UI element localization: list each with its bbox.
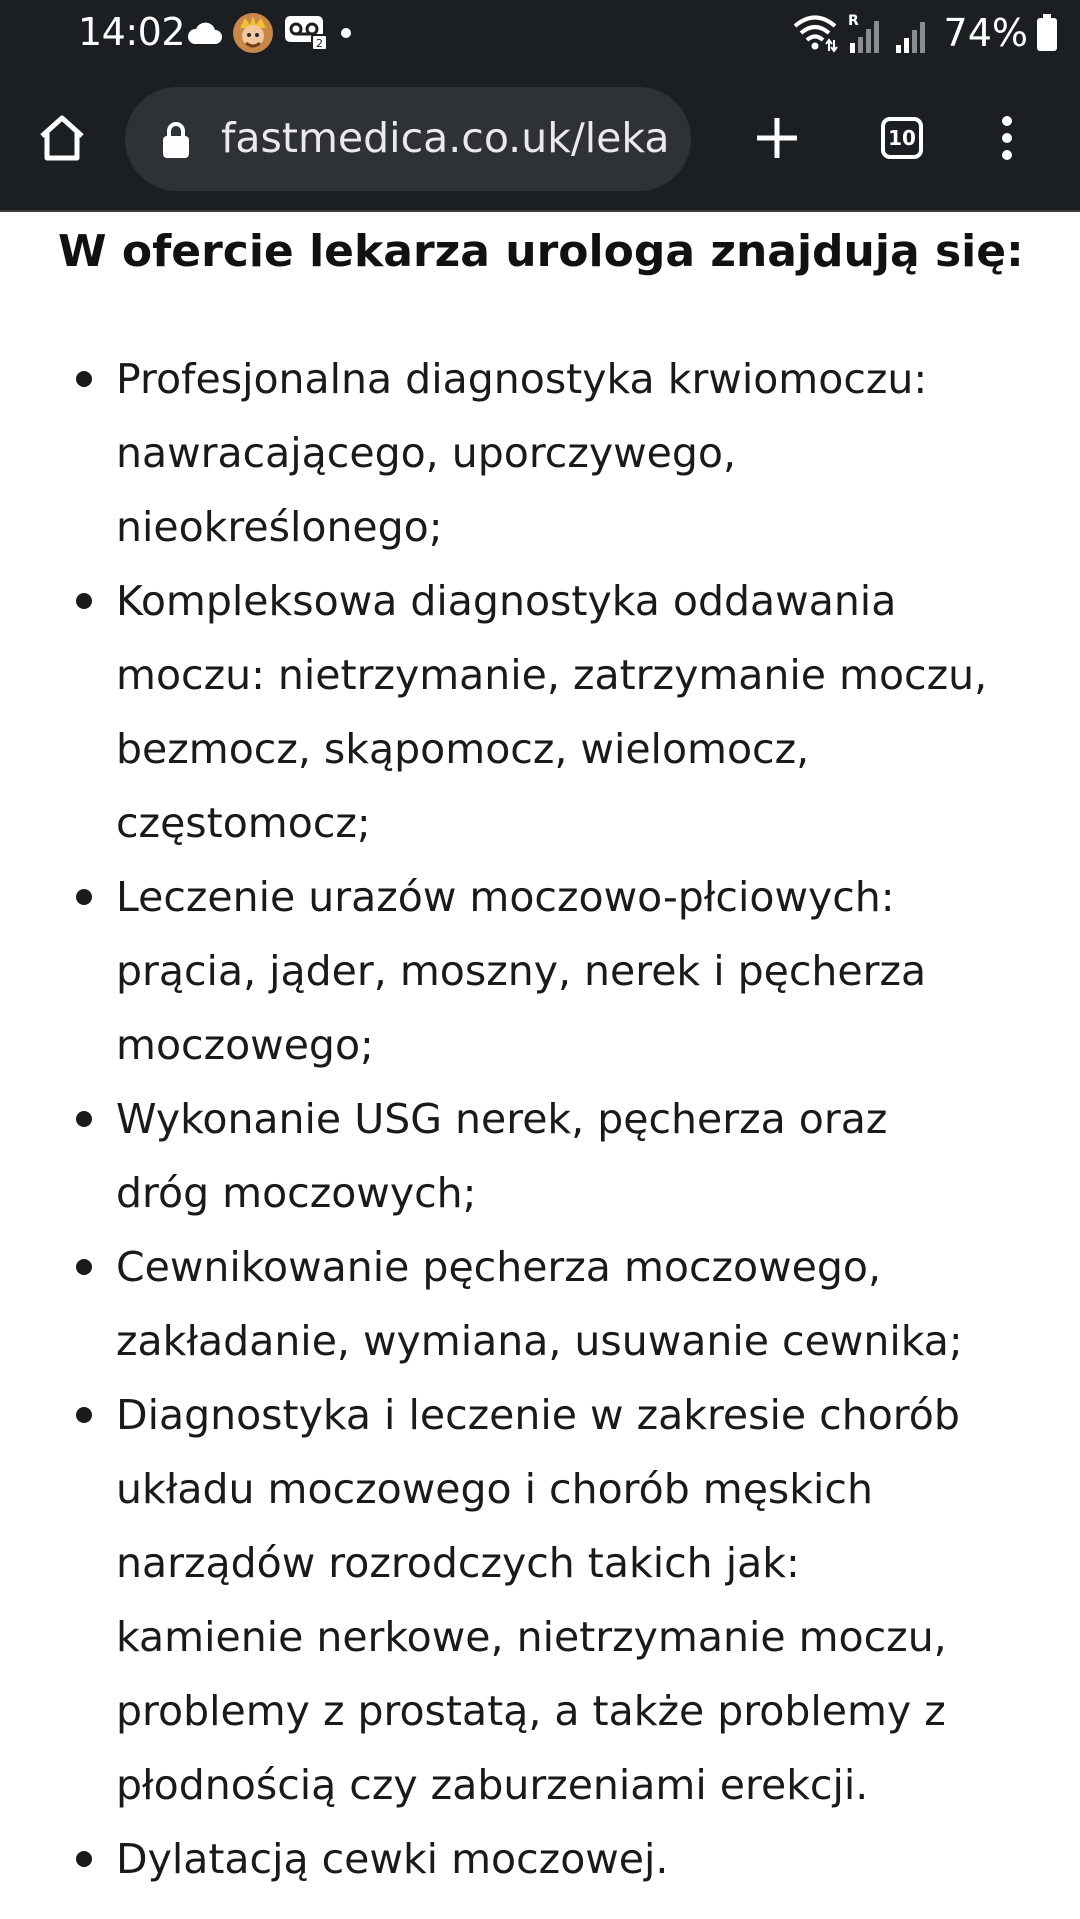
bullet — [76, 889, 92, 905]
battery-percent: 74% — [943, 11, 1028, 55]
more-vert-icon — [1000, 115, 1014, 161]
home-icon — [36, 112, 88, 164]
list-item: Kompleksowa diagnostyka oddawania moczu: nietrzymanie, zatrzymanie moczu, bezmocz, skąpomocz, wielomocz, częstomocz; — [0, 564, 1080, 860]
cloud-icon — [186, 20, 222, 46]
dot-icon — [338, 25, 354, 41]
wifi-icon — [792, 13, 838, 53]
signal-roaming-icon — [846, 11, 886, 55]
status-bar — [0, 0, 1080, 66]
services-list — [0, 342, 1080, 1896]
battery-icon — [1036, 14, 1058, 52]
tab-switcher-button[interactable] — [870, 106, 934, 170]
list-item: Leczenie urazów moczowo-płciowych: prącia, jąder, moszny, nerek i pęcherza moczowego; — [0, 860, 1080, 1082]
list-item: Diagnostyka i leczenie w zakresie chorób układu moczowego i chorób męskich narządów rozrodczych takich jak: kamienie nerkowe, nietrzymanie moczu, problemy z prostatą, a także problemy z płodnością czy zaburzeniami erekcji. — [0, 1378, 1080, 1822]
list-item: Profesjonalna diagnostyka krwiomoczu: nawracającego, uporczywego, nieokreślonego; — [0, 342, 1080, 564]
home-button[interactable] — [30, 106, 94, 170]
signal-icon — [894, 11, 930, 55]
voicemail-icon — [284, 15, 328, 51]
address-url[interactable]: fastmedica.co.uk/leka — [221, 114, 670, 162]
svg-text:2: 2 — [316, 37, 323, 50]
more-menu-button[interactable] — [990, 106, 1024, 170]
list-item: Cewnikowanie pęcherza moczowego, zakładanie, wymiana, usuwanie cewnika; — [0, 1230, 1080, 1378]
status-icons-right — [792, 8, 1058, 58]
game-avatar-icon — [232, 12, 274, 54]
bullet — [76, 593, 92, 609]
page-content[interactable] — [0, 212, 1080, 1919]
status-time: 14:02 — [78, 10, 186, 54]
plus-icon — [754, 115, 800, 161]
bullet — [76, 1259, 92, 1275]
list-item: Wykonanie USG nerek, pęcherza oraz dróg moczowych; — [0, 1082, 1080, 1230]
lock-icon — [161, 121, 191, 159]
tabs-icon — [881, 117, 923, 159]
browser-toolbar — [0, 66, 1080, 212]
svg-text:R: R — [847, 13, 859, 29]
address-bar[interactable] — [125, 87, 691, 191]
list-item: Dylatacją cewki moczowej. — [0, 1822, 1080, 1896]
new-tab-button[interactable] — [745, 106, 809, 170]
tabs-count: 10 — [888, 126, 916, 150]
status-icons-left — [186, 10, 354, 56]
bullet — [76, 1111, 92, 1127]
bullet — [76, 1407, 92, 1423]
bullet — [76, 371, 92, 387]
page-heading: W ofercie lekarza urologa znajdują się: — [58, 226, 1024, 277]
bullet — [76, 1851, 92, 1867]
